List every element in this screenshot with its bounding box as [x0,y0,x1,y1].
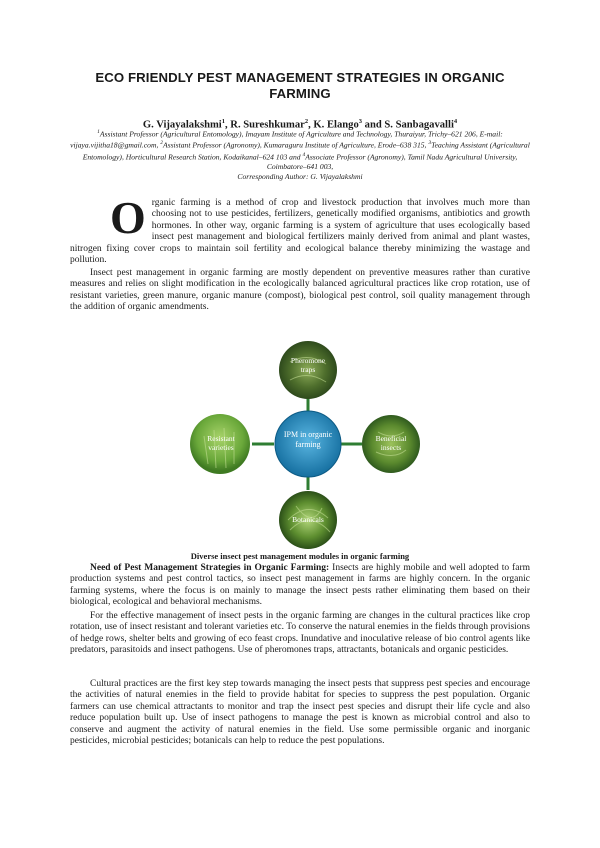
paper-title: ECO FRIENDLY PEST MANAGEMENT STRATEGIES IN ORGANIC FARMING [95,70,505,101]
author-separator: and [362,119,385,131]
ipm-figure [190,340,430,550]
affil-sup: 4 [302,151,306,158]
section-text-2: For the effective management of insect pests in the organic farming are changes in the cultural practices like crop rotation, use of insect resistant and tolerant varieties etc. To conserve the natural enemies in the fields through provisions of hedge rows, shelter belts and growing of eco feast crops. Inundative and inoculative release of bio control agents like predators, parasitoids and insect pathogens. Use of pheromones traps, attractants, botanicals and organic pesticides. [70,611,530,656]
affiliation-2: Assistant Professor (Agronomy), Kumaraguru Institute of Agriculture, Erode–638 315, [163,140,429,150]
intro-text-2: Insect pest management in organic farming are mostly dependent on preventive measures rather than curative measures and relies on slight modification in the ecologically balanced agricultural practices like crop rotation, use of resistant varieties, green manure, organic manure (compost), biological pest control, soil quality management through the addition of organic amendments. [70,268,530,313]
author-separator: , [225,119,231,131]
section-paragraph-3 [70,679,530,747]
affil-sup: 3 [428,140,432,147]
resistant-varieties-label: Resistant varieties [207,434,235,452]
affiliation-3: Teaching Assistant (Agricultural Entomology), Horticultural Research Station, Kodaikanal–624 103 and [82,140,530,162]
section-paragraph-1 [70,563,530,609]
author-sup: 3 [358,118,363,125]
affiliation-4: Associate Professor (Agronomy), Tamil Nadu Agricultural University, Coimbatore–641 003, [266,152,518,171]
author-sup: 2 [304,118,309,125]
section-text-3: Cultural practices are the first key step towards managing the insect pests that suppress pest species and encourage the activities of natural enemies in the field to provide habitat for species to suppress the pest population. Organic farmers can use chemical attractants to monitor and trap the insect pest species and disrupt their life cycle and also reduce population built up. Use of insect pathogens to manage the pest is known as microbial control and also to conserve and augment the activity of natural enemies in the field. Use some permissible organic and inorganic pesticides, microbial pesticides; botanicals can help to reduce the pest populations. [70,679,530,747]
intro-text: rganic farming is a method of crop and livestock production that involves much more than choosing not to use pesticides, fertilizers, genetically modified organisms, antibiotics and growth hormones. In other way, organic farming is a system of agriculture that uses ecologically based insect pest management and biological fertilizers mainly derived from animal and plant wastes, nitrogen fixing cover crops to maintain soil fertility and ecological balance thereby minimizing the wastage and pollution. [70,198,530,266]
author-sup: 1 [221,118,225,125]
affil-sup: 2 [160,140,163,147]
drop-cap: O [110,192,146,243]
affil-sup: 1 [97,129,100,135]
section-text-1: Insects are highly mobile and well adopted to farm production systems and pest control tactics, so insect pest management in farms are highly concern. In the organic farming systems, where the focus is on mainly to manage the insect pests rather eliminating them based on their biological, ecological and behavioral mechanisms. [70,563,530,608]
author-name: G. Vijayalakshmi [142,119,222,131]
figure-caption: Diverse insect pest management modules in organic farming [190,551,410,561]
author-name: K. Elango [313,119,359,131]
intro-paragraph-2 [70,268,530,314]
author-separator: , [308,119,314,131]
beneficial-insects-label: Beneficial insects [375,434,407,452]
author-sup: 4 [453,118,458,125]
corresponding-author: Corresponding Author: G. Vijayalakshmi [237,171,363,181]
pheromone-traps-label: Pheromone traps [290,356,326,374]
section-paragraph-2 [70,611,530,657]
center-label: IPM in organic farming [283,430,333,449]
section-heading: Need of Pest Management Strategies in Organic Farming: [90,563,330,573]
author-name: R. Sureshkumar [230,119,305,131]
botanicals-label: Botanicals [292,515,324,524]
author-name: S. Sanbagavalli [384,119,454,131]
affiliations [70,128,530,182]
intro-paragraph-1 [70,192,530,266]
affiliation-1: Assistant Professor (Agricultural Entomology), Imayam Institute of Agriculture and Technology, Thuraiyur, Trichy–621 206, E-mail: vijaya.vijitha18@gmail.com, [70,129,503,150]
